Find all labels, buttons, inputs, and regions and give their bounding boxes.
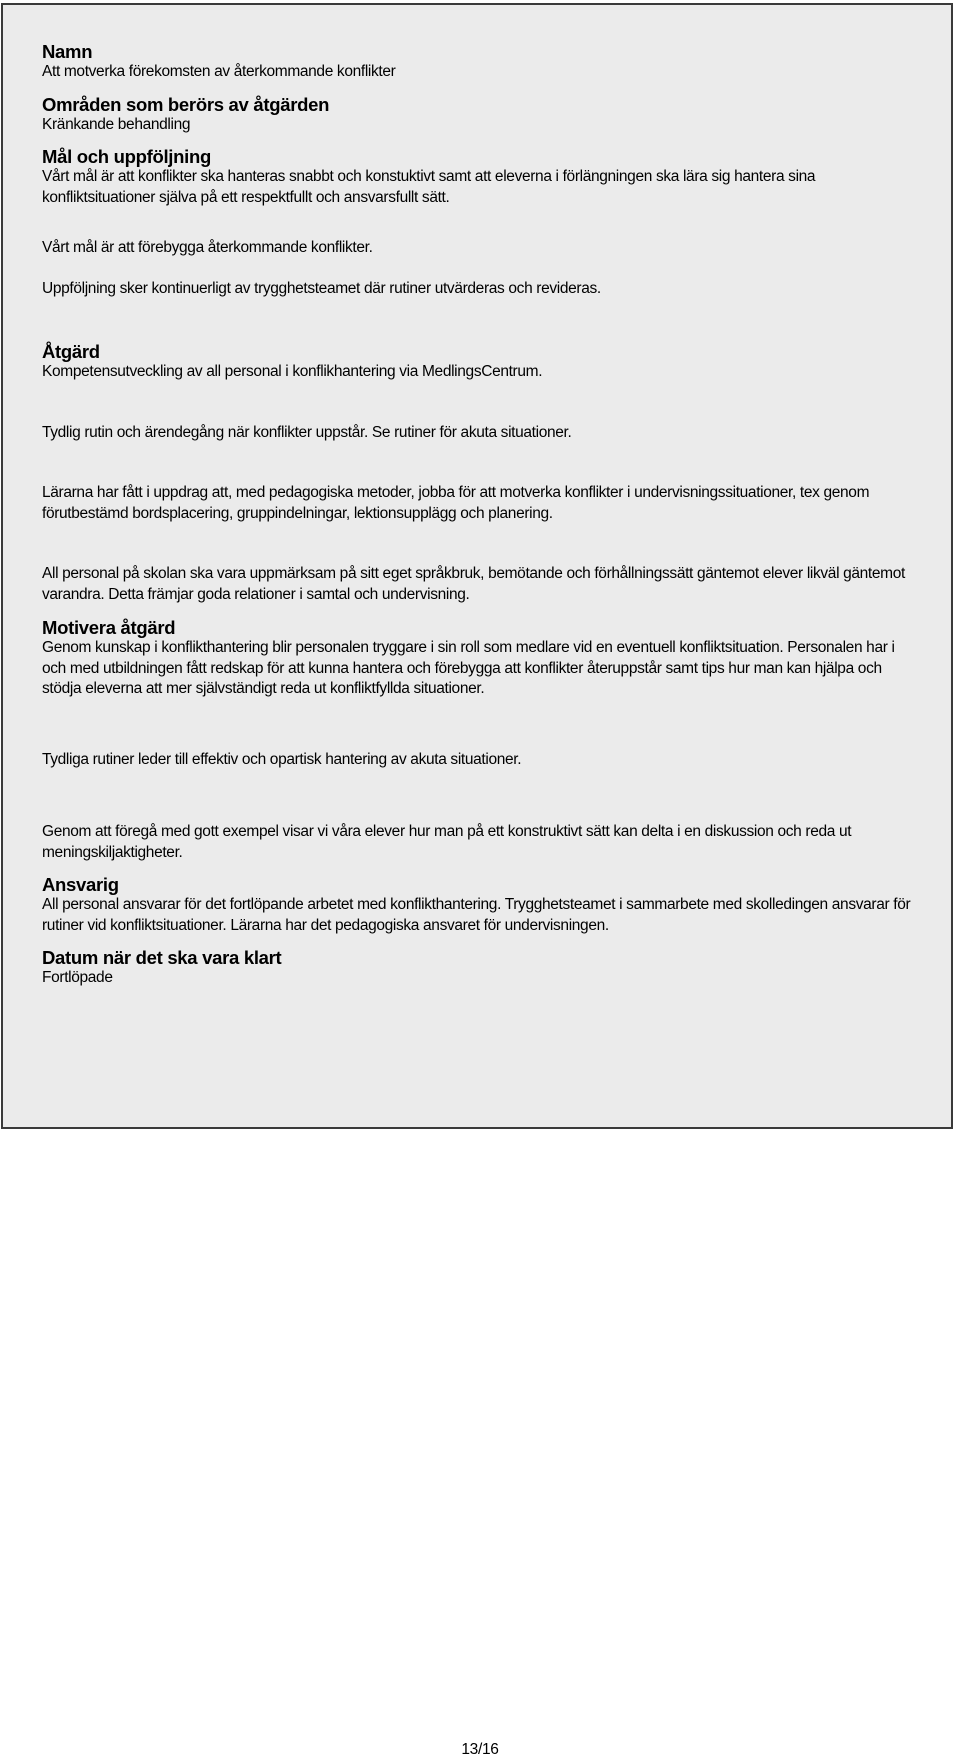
datum-text: Fortlöpade (42, 969, 113, 986)
heading-namn: Namn (42, 41, 93, 62)
mal-text-3: Uppföljning sker kontinuerligt av trygghetsteamet där rutiner utvärderas och revideras. (42, 279, 601, 297)
omraden-text: Kränkande behandling (42, 115, 191, 133)
ansvarig-text: All personal ansvarar för det fortlöpande arbetet med konflikthantering. Trygghetsteamet i sammarbete med skolledingen ansvarar för rutiner vid konfliktsituationer. Lärarna har det pedagogiska ansvaret för undervisningen. (42, 896, 911, 934)
atgard-text-2: Tydlig rutin och ärendegång när konflikter uppstår. Se rutiner för akuta situationer. (42, 423, 572, 441)
heading-datum: Datum när det ska vara klart (42, 947, 282, 968)
heading-atgard: Åtgärd (42, 341, 100, 362)
content-inner (42, 35, 922, 989)
page-number: 13/16 (461, 1741, 499, 1758)
heading-motivera: Motivera åtgärd (42, 617, 176, 638)
heading-ansvarig: Ansvarig (42, 874, 119, 895)
motivera-text-3: Genom att föregå med gott exempel visar vi våra elever hur man på ett konstruktivt sätt kan delta i en diskussion och reda ut meningskiljaktigheter. (42, 823, 852, 861)
atgard-text-3: Lärarna har fått i uppdrag att, med pedagogiska metoder, jobba för att motverka konflikter i undervisningssituationer, tex genom förutbestämd bordsplacering, gruppindelningar, lektionsupplägg och planering. (42, 484, 870, 522)
content-box (1, 3, 953, 1129)
heading-omraden: Områden som berörs av åtgärden (42, 93, 330, 115)
atgard-text-4: All personal på skolan ska vara uppmärksam på sitt eget språkbruk, bemötande och förhållningssätt gäntemot elever likväl gäntemot varandra. Detta främjar goda relationer i samtal och undervisning. (42, 565, 905, 603)
mal-text-1: Vårt mål är att konflikter ska hanteras snabbt och konstuktivt samt att eleverna i förlängningen ska lära sig hantera sina konfliktsituationer själva på ett respektfullt och ansvarsfullt sätt. (42, 168, 816, 206)
atgard-text-1: Kompetensutveckling av all personal i konflikhantering via MedlingsCentrum. (42, 363, 543, 380)
namn-text: Att motverka förekomsten av återkommande konflikter (42, 63, 396, 80)
heading-mal: Mål och uppföljning (42, 146, 211, 167)
motivera-text-1: Genom kunskap i konflikthantering blir personalen tryggare i sin roll som medlare vid en eventuell konfliktsituation. Personalen har i och med utbildningen fått redskap för att kunna hantera och förebygga att konflikter återuppstår samt tips hur man kan hjälpa och stödja eleverna att mer självständigt reda ut konfliktfyllda situationer. (42, 639, 895, 697)
mal-text-2: Vårt mål är att förebygga återkommande konflikter. (42, 239, 373, 256)
motivera-text-2: Tydliga rutiner leder till effektiv och opartisk hantering av akuta situationer. (42, 750, 522, 768)
